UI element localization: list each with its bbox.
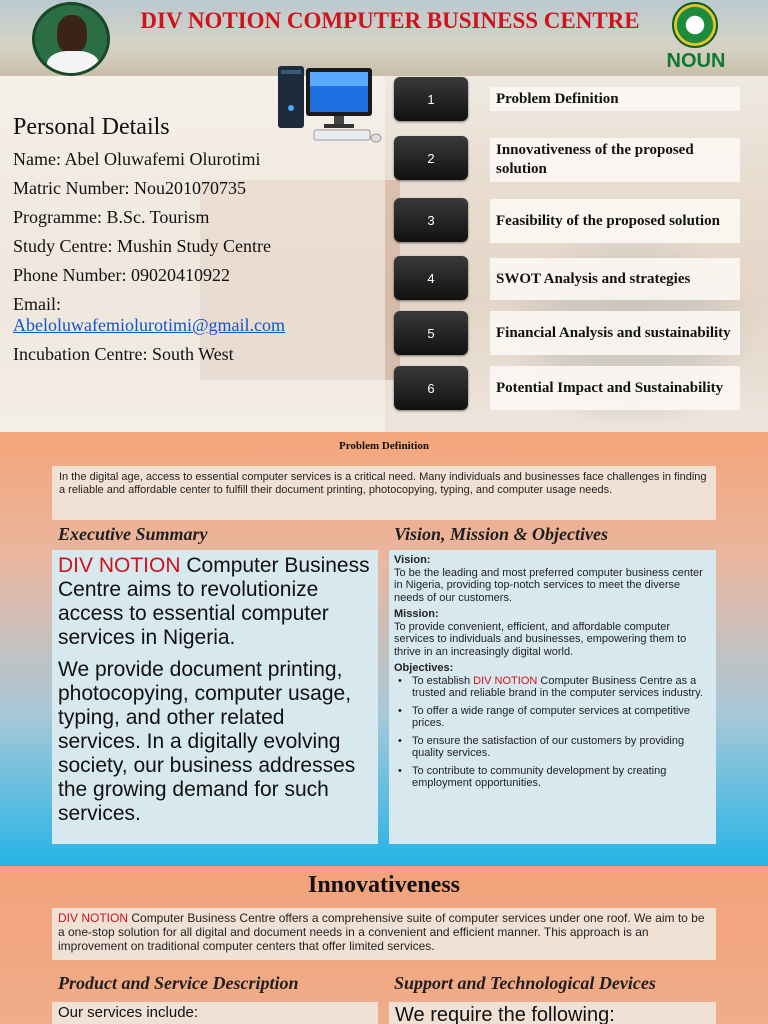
step-button-5[interactable]: 5 xyxy=(394,311,468,355)
services-intro: Our services include: xyxy=(52,1002,378,1024)
problem-title: Problem Definition xyxy=(339,440,429,452)
list-item: • To contribute to community development by creating employment opportunities. xyxy=(394,765,711,790)
objectives-label: Objectives: xyxy=(394,662,454,674)
noun-logo xyxy=(656,2,736,76)
innovativeness-title: Innovativeness xyxy=(307,872,461,898)
support-heading: Support and Technological Devices xyxy=(394,973,656,993)
personal-details-heading: Personal Details xyxy=(13,114,170,140)
innovativeness-section xyxy=(0,866,768,1024)
step-label-2: Innovativeness of the proposed solution xyxy=(490,138,740,182)
programme-field: Programme: B.Sc. Tourism xyxy=(13,207,210,227)
page-title: DIV NOTION COMPUTER BUSINESS CENTRE xyxy=(140,8,640,33)
step-label-6: Potential Impact and Sustainability xyxy=(490,366,740,410)
avatar xyxy=(32,2,110,76)
vision-label: Vision: xyxy=(394,554,431,566)
mission-label: Mission: xyxy=(394,608,439,620)
exec-summary-heading: Executive Summary xyxy=(58,524,208,544)
exec-summary-box: DIV NOTION Computer Business Centre aims to revolutionize access to essential computer services in Nigeria. We provide document printing, photocopying, computer usage, typing, and other related services. In a digitally evolving society, our business addresses the growing demand for such services. xyxy=(52,550,378,844)
logo-text: NOUN xyxy=(666,50,726,72)
step-label-5: Financial Analysis and sustainability xyxy=(490,311,740,355)
email-label: Email: xyxy=(13,294,61,314)
step-button-3[interactable]: 3 xyxy=(394,198,468,242)
step-button-6[interactable]: 6 xyxy=(394,366,468,410)
exec-paragraph: We provide document printing, photocopying, computer usage, typing, and other related services. In a digitally evolving society, our business addresses the growing demand for such services. xyxy=(58,658,356,825)
matric-field: Matric Number: Nou201070735 xyxy=(13,178,246,198)
innovativeness-text: DIV NOTION Computer Business Centre offers a comprehensive suite of computer services under one roof. We aim to be a one-stop solution for all digital and document needs in a convenient and efficient manner. This approach is an improvement on traditional computer centers that offer limited services. xyxy=(52,908,716,960)
brand-name: DIV NOTION xyxy=(58,554,181,577)
objectives-list xyxy=(394,675,711,790)
phone-field: Phone Number: 09020410922 xyxy=(13,265,230,285)
step-label-3: Feasibility of the proposed solution xyxy=(490,199,740,243)
name-field: Name: Abel Oluwafemi Olurotimi xyxy=(13,149,261,169)
vmo-heading: Vision, Mission & Objectives xyxy=(394,524,609,544)
vision-text: To be the leading and most preferred computer business center in Nigeria, providing top-notch services to meet the diverse needs of our customers. xyxy=(394,566,703,604)
step-label-1: Problem Definition xyxy=(490,87,740,111)
study-centre-field: Study Centre: Mushin Study Centre xyxy=(13,236,271,256)
step-button-4[interactable]: 4 xyxy=(394,256,468,300)
problem-text: In the digital age, access to essential computer services is a critical need. Many individuals and businesses face challenges in finding a reliable and affordable center to fulfill their document printing, photocopying, typing, and computer usage needs. xyxy=(52,466,716,520)
step-button-2[interactable]: 2 xyxy=(394,136,468,180)
product-heading: Product and Service Description xyxy=(58,973,299,993)
step-label-4: SWOT Analysis and strategies xyxy=(490,258,740,300)
vmo-box xyxy=(389,550,716,844)
incubation-field: Incubation Centre: South West xyxy=(13,344,234,364)
list-item: • To ensure the satisfaction of our customers by providing quality services. xyxy=(394,735,711,760)
require-intro: We require the following: xyxy=(389,1002,716,1024)
step-button-1[interactable]: 1 xyxy=(394,77,468,121)
email-link[interactable]: Abeloluwafemiolurotimi@gmail.com xyxy=(13,315,286,335)
problem-section xyxy=(0,432,768,866)
list-item: • To establish DIV NOTION Computer Business Centre as a trusted and reliable brand in the computer services industry. xyxy=(394,675,711,700)
list-item: • To offer a wide range of computer services at competitive prices. xyxy=(394,705,711,730)
crest-icon xyxy=(672,2,718,48)
computer-icon xyxy=(276,58,386,148)
mission-text: To provide convenient, efficient, and affordable computer services to individuals and businesses, empowering them to thrive in an increasingly digital world. xyxy=(394,620,687,658)
